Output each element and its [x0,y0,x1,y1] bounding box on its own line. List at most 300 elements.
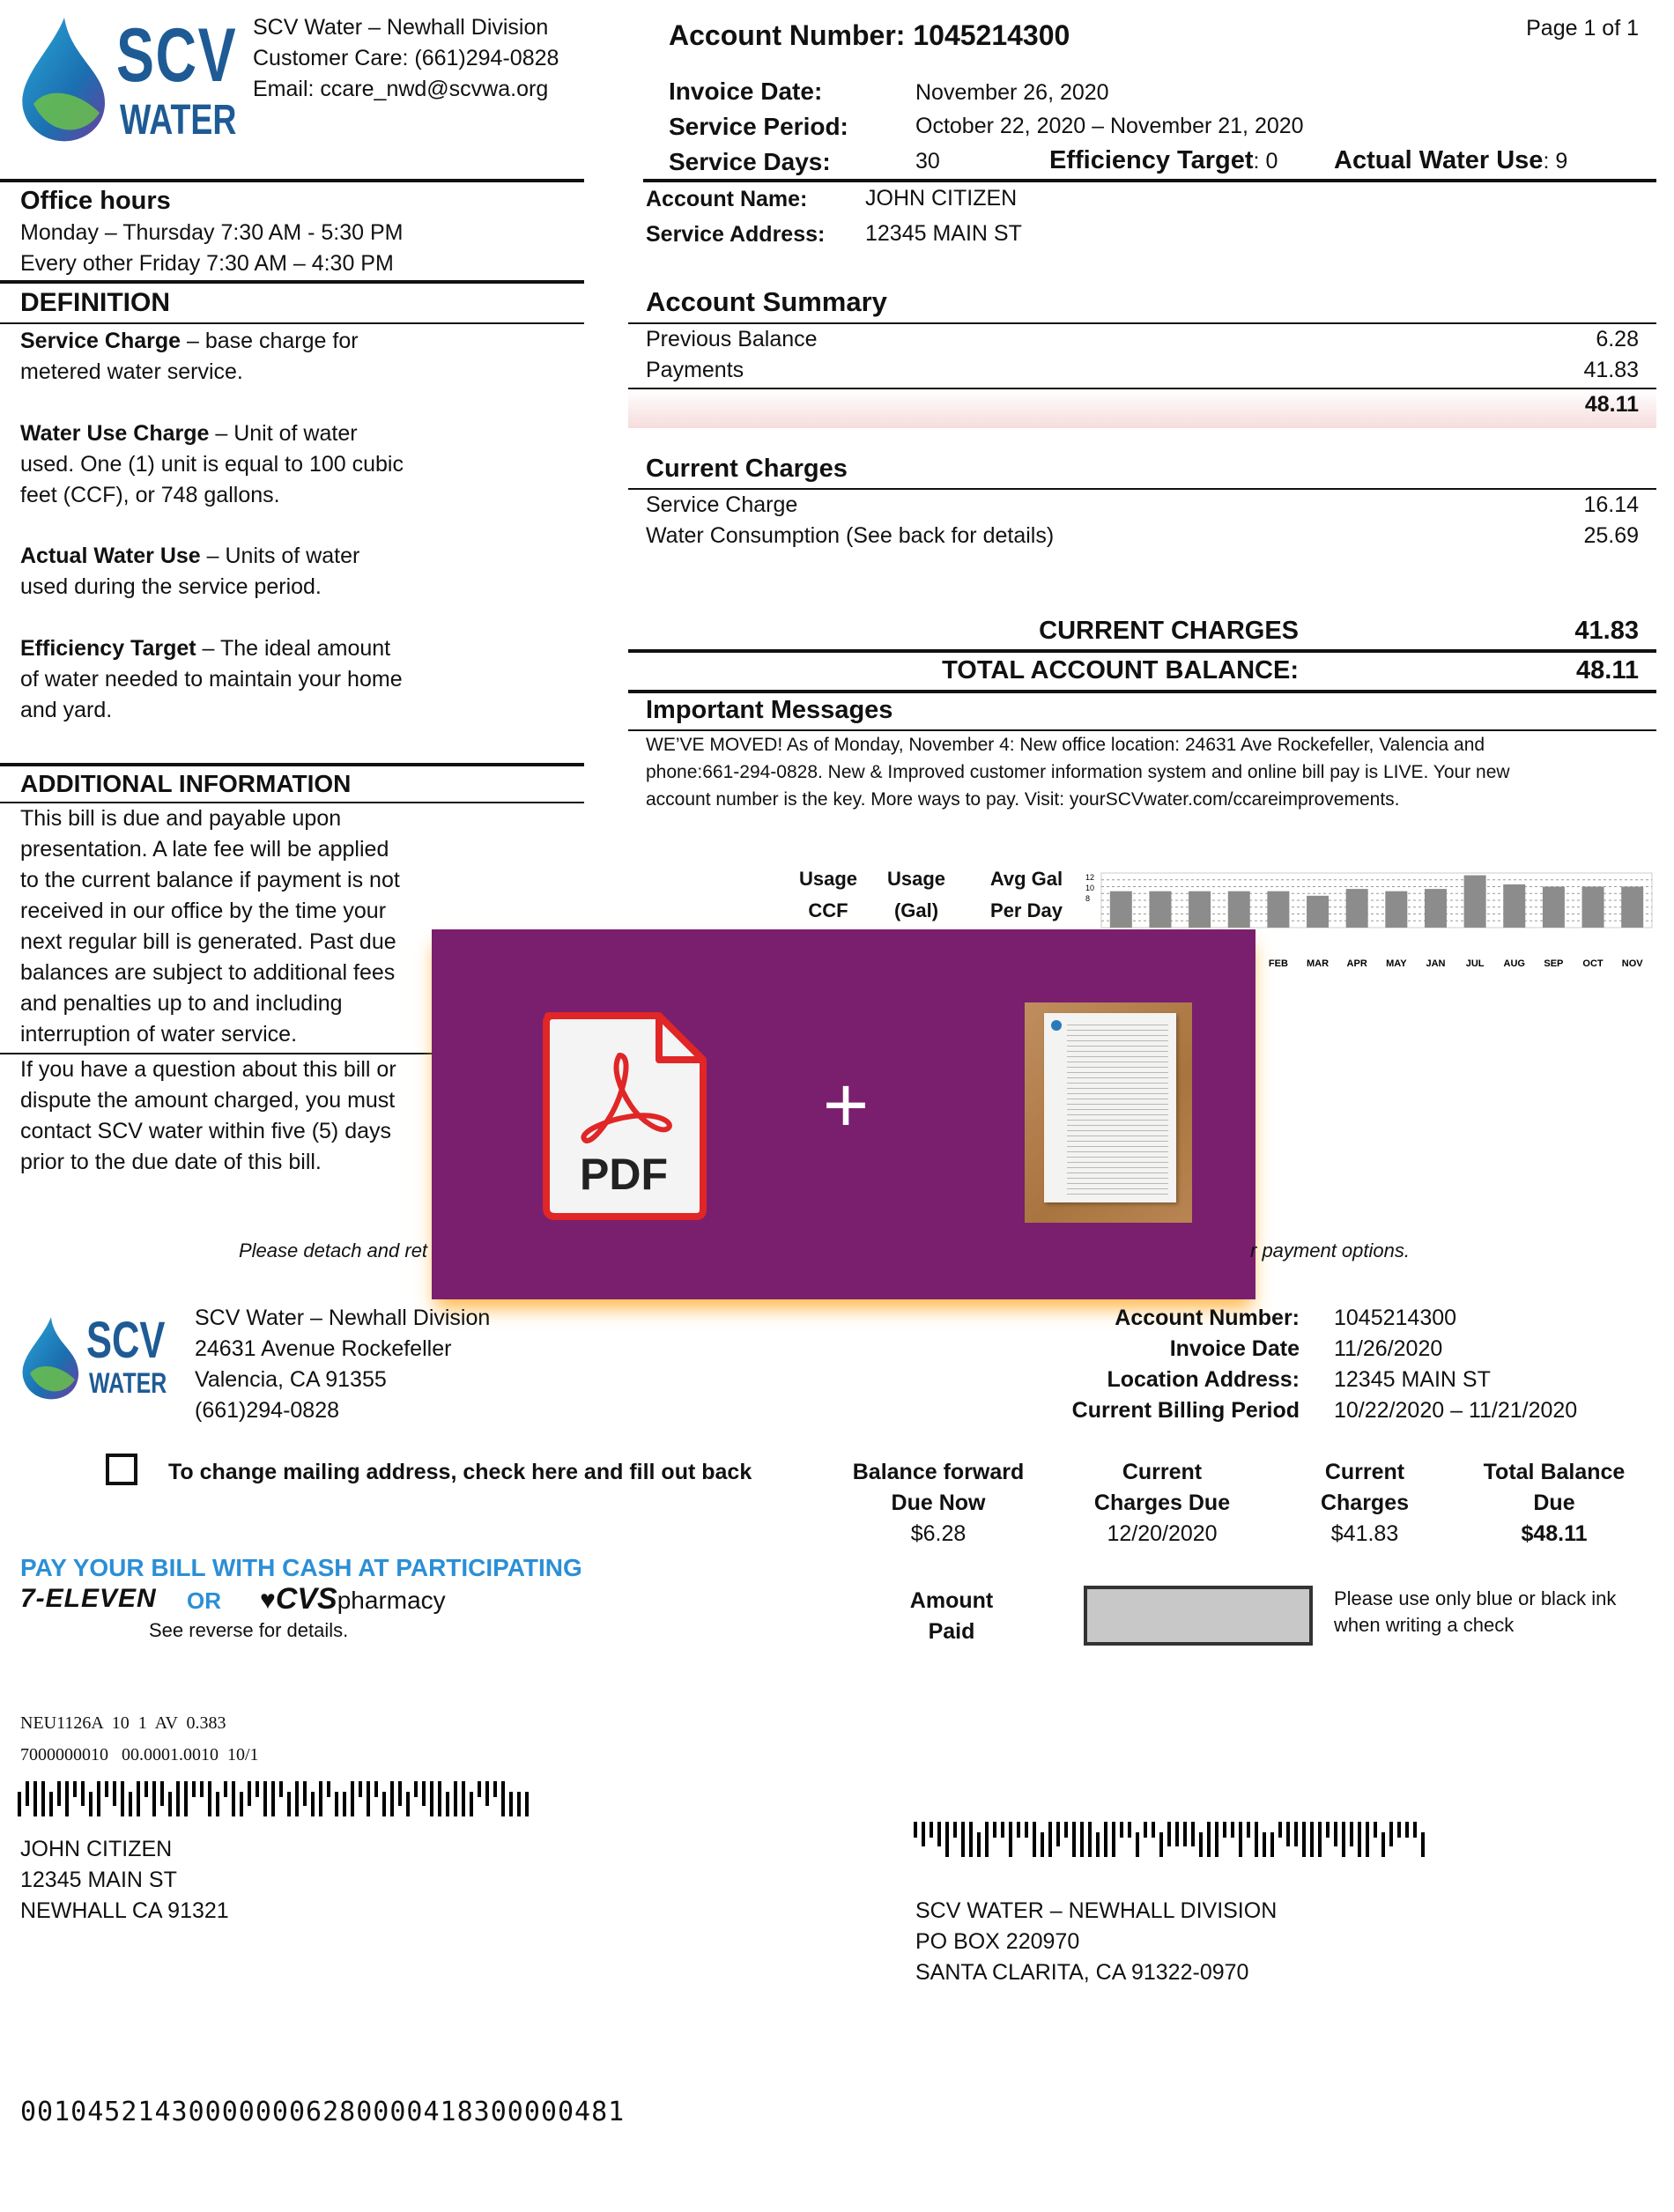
barcode-bar [493,1781,497,1797]
barcode-bar [1112,1822,1115,1857]
barcode-bar [390,1781,394,1816]
barcode-bar [1072,1822,1076,1857]
barcode-bar [1326,1822,1330,1838]
usage-header-line: Per Day [990,899,1063,921]
barcode-bar [414,1781,418,1797]
usage-bar [1425,889,1447,928]
current-charges-total-label: CURRENT CHARGES [1039,617,1299,645]
heart-icon: ♥ [260,1586,276,1615]
usage-bar [1149,891,1171,928]
usage-header-line: CCF [808,899,848,921]
amount-paid-field[interactable] [1084,1586,1313,1646]
drop-icon [1051,1020,1062,1031]
service-days-label: Service Days: [669,148,831,175]
logo-text-water: WATER [120,97,237,144]
def-line: used. One (1) unit is equal to 100 cubic [20,452,404,477]
term-def: – Units of water [200,544,360,568]
remit-address-line: PO BOX 220970 [915,1929,1080,1954]
barcode-bar [1136,1832,1139,1857]
service-days: 30 [915,149,940,174]
barcode-bar [969,1822,973,1857]
stub-account-number: 1045214300 [1334,1306,1457,1330]
barcode-bar [1056,1822,1060,1846]
pdf-to-image-overlay [432,929,1256,1299]
efficiency-target-value: : 0 [1253,149,1278,174]
barcode-bar [1310,1822,1314,1857]
barcode-bar [438,1781,441,1816]
barcode-bar [81,1781,85,1806]
additional-line: interruption of water service. [20,1022,298,1047]
stub-company-line: (661)294-0828 [195,1398,340,1423]
barcode-bar [1104,1822,1107,1857]
additional-line: received in our office by the time your [20,899,387,923]
usage-bar [1385,891,1407,928]
header-line: Balance forward [852,1460,1025,1484]
pdf-label: PDF [580,1150,668,1199]
barcode-bar [89,1792,93,1816]
total-balance-header [1457,1457,1651,1519]
company-name: SCV Water – Newhall Division [253,15,549,40]
barcode-bar [216,1792,219,1816]
additional-line: This bill is due and payable upon [20,806,342,831]
term: Efficiency Target [20,636,196,661]
barcode-bar [1350,1822,1353,1846]
cvs-text: CVS [275,1582,337,1616]
term-def: – Unit of water [209,421,358,446]
total-balance: 48.11 [1576,656,1639,684]
barcode-bar [1009,1822,1012,1857]
additional-line: presentation. A late fee will be applied [20,837,389,862]
divider [0,322,584,324]
usage-bar [1543,887,1565,928]
barcode-bar [33,1781,37,1816]
usage-ccf-header [780,863,877,927]
detach-text-left: Please detach and ret [239,1239,428,1261]
additional-line: balances are subject to additional fees [20,960,396,985]
current-due-header [1056,1457,1268,1519]
account-name-label: Account Name: [646,187,808,211]
def-efficiency [20,633,390,664]
barcode-bar [224,1781,227,1797]
stub-company-line: 24631 Avenue Rockefeller [195,1336,452,1361]
barcode-bar [953,1822,957,1838]
barcode-bar [1413,1822,1417,1838]
barcode-bar [914,1822,917,1838]
question-line: prior to the due date of this bill. [20,1150,322,1174]
usage-bar [1582,887,1604,928]
barcode-bar [1017,1822,1020,1838]
barcode-bar [65,1781,69,1816]
barcode-bar [922,1822,925,1846]
office-hours-line: Every other Friday 7:30 AM – 4:30 PM [20,251,394,276]
code-line: NEU1126A 10 1 AV 0.383 [20,1713,226,1733]
service-address: 12345 MAIN ST [865,221,1022,246]
header-line: Charges Due [1093,1491,1231,1515]
postal-barcode [18,1781,529,1816]
barcode-bar [184,1781,188,1816]
barcode-bar [1334,1822,1337,1846]
document-photo-thumbnail [1025,1002,1192,1223]
current-due-date: 12/20/2020 [1107,1521,1218,1546]
x-tick-label: AUG [1503,958,1525,969]
question-line: If you have a question about this bill or [20,1057,396,1082]
barcode-bar [1144,1822,1147,1838]
barcode-bar [1033,1822,1036,1857]
barcode-bar [287,1792,291,1816]
barcode-bar [1159,1832,1163,1857]
or-text: OR [187,1587,221,1614]
barcode-bar [1270,1832,1274,1857]
water-consumption: 25.69 [1583,523,1639,548]
efficiency-target [1049,146,1278,175]
barcode-bar [454,1781,457,1816]
summary-balance-row [628,389,1656,428]
actual-water-use-value: : 9 [1543,149,1568,174]
ink-note-line: Please use only blue or black ink [1334,1587,1617,1609]
barcode-bar [1199,1832,1203,1857]
customer-care-email: Email: ccare_nwd@scvwa.org [253,77,549,101]
barcode-bar [985,1822,989,1857]
barcode-bar [930,1822,933,1838]
stub-location: 12345 MAIN ST [1334,1367,1491,1392]
usage-bar [1503,884,1525,928]
ink-note [1334,1586,1616,1639]
usage-bar [1621,887,1643,928]
account-number-heading: Account Number: 1045214300 [669,19,1070,51]
barcode-bar [129,1792,132,1816]
header-line: Charges [1320,1491,1410,1515]
detach-text-right: r payment options. [1250,1239,1410,1261]
def-water-use [20,418,358,449]
stub-billing-period-label: Current Billing Period [1071,1398,1300,1423]
def-line: and yard. [20,698,113,722]
barcode-bar [263,1781,267,1816]
x-tick-label: MAR [1307,958,1330,969]
barcode-bar [1239,1822,1242,1857]
barcode-bar [144,1781,148,1797]
barcode-bar [113,1781,116,1806]
see-reverse: See reverse for details. [149,1619,349,1641]
def-line: metered water service. [20,359,243,384]
stub-logo-scv: SCV [86,1312,166,1369]
barcode-bar [232,1781,235,1816]
barcode-bar [430,1781,433,1816]
barcode-bar [248,1781,251,1806]
barcode-bar [49,1792,53,1816]
barcode-bar [937,1822,941,1846]
barcode-bar [977,1832,981,1857]
def-line: used during the service period. [20,574,322,599]
current-charges-total: 41.83 [1574,617,1639,645]
barcode-bar [993,1822,996,1838]
stub-company-line: Valencia, CA 91355 [195,1367,387,1392]
barcode-bar [398,1781,402,1806]
account-summary-title: Account Summary [646,286,887,317]
barcode-bar [295,1781,299,1816]
office-hours-line: Monday – Thursday 7:30 AM - 5:30 PM [20,220,404,245]
barcode-bar [359,1781,362,1797]
barcode-bar [271,1781,275,1816]
barcode-bar [1231,1822,1234,1838]
barcode-bar [1374,1822,1377,1838]
barcode-bar [105,1781,108,1797]
logo-text-scv: SCV [116,13,238,98]
usage-bar [1307,896,1329,928]
barcode-bar [446,1792,449,1816]
barcode-bar [1215,1822,1218,1857]
barcode-bar [279,1781,283,1797]
question-line: dispute the amount charged, you must [20,1088,396,1113]
service-charge-label: Service Charge [646,492,798,517]
barcode-bar [1223,1822,1226,1838]
mailing-address-checkbox[interactable] [106,1454,137,1485]
divider [0,280,584,284]
barcode-bar [256,1781,259,1797]
paper-lines [1067,1020,1168,1196]
term: Water Use Charge [20,421,210,446]
avg-gal-header [969,863,1084,927]
barcode-bar [1041,1832,1044,1857]
term: Service Charge [20,329,181,353]
additional-line: next regular bill is generated. Past due [20,929,396,954]
barcode-bar [374,1781,378,1797]
usage-bar [1346,889,1368,928]
header-divider-right [643,179,1656,182]
barcode-bar [1191,1822,1195,1846]
barcode-bar [1421,1832,1425,1857]
barcode-bar [1167,1822,1171,1846]
paper-sheet [1044,1013,1176,1202]
barcode-bar [26,1781,29,1806]
barcode-bar [478,1781,481,1797]
barcode-bar [168,1792,172,1816]
summary-balance: 48.11 [1584,392,1639,417]
stub-billing-period: 10/22/2020 – 11/21/2020 [1334,1398,1578,1423]
barcode-bar [1294,1822,1298,1846]
header-line: Total Balance [1483,1460,1626,1484]
barcode-bar [509,1792,513,1816]
definition-title: DEFINITION [20,288,170,317]
barcode-bar [1183,1822,1187,1846]
message-line: WE’VE MOVED! As of Monday, November 4: New office location: 24631 Ave Rockefeller, Valencia and [646,735,1485,755]
efficiency-target-label: Efficiency Target [1049,146,1254,174]
service-period-label: Service Period: [669,113,848,140]
remit-address-line: SANTA CLARITA, CA 91322-0970 [915,1960,1249,1985]
office-hours-title: Office hours [20,187,171,215]
barcode-bar [335,1792,338,1816]
def-actual-use [20,541,359,572]
current-charges-title: Current Charges [646,455,848,483]
barcode-bar [517,1792,521,1816]
barcode-bar [240,1792,243,1816]
stub-invoice-date: 11/26/2020 [1334,1336,1443,1361]
header-line: Paid [928,1619,975,1644]
service-period: October 22, 2020 – November 21, 2020 [915,114,1304,138]
barcode-bar [406,1792,410,1816]
invoice-date-label: Invoice Date: [669,78,823,105]
service-charge: 16.14 [1583,492,1639,517]
header-divider [0,179,584,182]
stub-total-balance: $48.11 [1521,1521,1588,1546]
invoice-date: November 26, 2020 [915,80,1109,105]
barcode-bar [121,1781,124,1816]
usage-bar [1267,891,1289,928]
barcode-bar [382,1792,386,1816]
usage-bar [1464,876,1486,928]
barcode-bar [422,1781,426,1806]
customer-address-line: NEWHALL CA 91321 [20,1898,229,1923]
barcode-bar [1088,1822,1092,1857]
barcode-bar [1302,1822,1306,1857]
barcode-bar [303,1781,307,1806]
header-line: Due [1533,1491,1575,1515]
x-tick-label: NOV [1621,958,1643,969]
additional-line: and penalties up to and including [20,991,343,1016]
barcode-bar [1389,1822,1393,1846]
barcode-bar [73,1781,77,1797]
previous-balance: 6.28 [1596,327,1639,351]
barcode-bar [367,1781,370,1816]
term: Actual Water Use [20,544,201,568]
barcode-bar [1128,1822,1131,1838]
usage-header-line: Avg Gal [989,868,1063,890]
x-tick-label: FEB [1268,958,1288,969]
usage-header-line: Usage [886,868,946,890]
scan-line: 001045214300000006280000418300000481 [20,2097,626,2127]
barcode-bar [1207,1822,1211,1857]
additional-info-title: ADDITIONAL INFORMATION [20,770,352,797]
header-line: Amount [909,1588,994,1613]
barcode-bar [351,1781,354,1816]
account-name: JOHN CITIZEN [865,186,1018,211]
message-line: phone:661-294-0828. New & Improved customer information system and online bill pay is LIVE. Your new [646,762,1510,782]
barcode-bar [18,1792,21,1816]
barcode-bar [1096,1832,1100,1857]
x-tick-label: JUL [1465,958,1485,969]
customer-address-line: 12345 MAIN ST [20,1868,177,1892]
x-tick-label: MAY [1386,958,1407,969]
code-line: 7000000010 00.0001.0010 10/1 [20,1745,259,1764]
barcode-bar [160,1781,164,1806]
term-def: – The ideal amount [196,636,391,661]
x-tick-label: JAN [1426,958,1446,969]
x-tick-label: OCT [1582,958,1604,969]
customer-care-phone: Customer Care: (661)294-0828 [253,46,559,70]
ink-note-line: when writing a check [1334,1614,1515,1636]
page-number: Page 1 of 1 [1526,16,1639,41]
def-line: of water needed to maintain your home [20,667,403,692]
barcode-bar [192,1781,196,1797]
balance-forward-header [833,1457,1044,1519]
barcode-bar [1175,1822,1179,1846]
current-charges-header [1277,1457,1453,1519]
def-line: feet (CCF), or 748 gallons. [20,483,280,507]
barcode-bar [961,1822,965,1857]
usage-bar [1228,891,1250,928]
mailing-address-label: To change mailing address, check here and fill out back [168,1460,752,1484]
usage-gal-header [868,863,965,927]
total-balance-label: TOTAL ACCOUNT BALANCE: [942,656,1299,684]
barcode-bar [1255,1822,1258,1857]
usage-bar [1189,891,1211,928]
x-tick-label: APR [1346,958,1367,969]
barcode-bar [945,1822,949,1857]
barcode-bar [1381,1832,1385,1857]
usage-bar [1110,891,1132,928]
question-line: contact SCV water within five (5) days [20,1119,391,1143]
y-tick-label: 8 [1085,894,1091,903]
barcode-bar [1278,1822,1282,1838]
y-tick-label: 12 [1085,873,1095,882]
header-line: Due Now [891,1491,986,1515]
stub-invoice-date-label: Invoice Date [1169,1336,1300,1361]
barcode-bar [1247,1822,1250,1838]
stub-current-charges: $41.83 [1330,1521,1399,1546]
def-service-charge [20,326,359,357]
barcode-bar [1286,1822,1290,1846]
remit-barcode [914,1822,1425,1857]
barcode-bar [41,1781,45,1816]
barcode-bar [57,1781,61,1806]
barcode-bar [176,1781,180,1816]
service-address-label: Service Address: [646,222,826,247]
barcode-bar [97,1781,100,1816]
seven-eleven-logo: 7-ELEVEN [20,1584,157,1613]
barcode-bar [327,1781,330,1797]
barcode-bar [137,1781,140,1816]
message-line: account number is the key. More ways to pay. Visit: yourSCVwater.com/ccareimprovements. [646,789,1400,810]
barcode-bar [319,1781,322,1816]
barcode-bar [1025,1822,1028,1838]
x-tick-label: SEP [1544,958,1564,969]
header-line: Current [1122,1460,1203,1484]
header-line: Current [1324,1460,1405,1484]
barcode-bar [1397,1822,1401,1838]
barcode-bar [311,1792,315,1816]
balance-forward: $6.28 [910,1521,967,1546]
barcode-bar [1152,1822,1155,1838]
barcode-bar [1001,1822,1004,1838]
barcode-bar [470,1792,473,1816]
customer-address-line: JOHN CITIZEN [20,1837,173,1861]
barcode-bar [152,1781,156,1816]
pay-cash-text: PAY YOUR BILL WITH CASH AT PARTICIPATING [20,1554,582,1581]
remit-address-line: SCV WATER – NEWHALL DIVISION [915,1898,1278,1923]
barcode-bar [525,1792,529,1816]
usage-header-line: Usage [798,868,858,890]
pdf-file-icon [536,1007,712,1223]
barcode-bar [343,1792,346,1816]
barcode-bar [501,1781,505,1816]
messages-title: Important Messages [646,696,893,724]
stub-location-label: Location Address: [1107,1367,1300,1392]
barcode-bar [1366,1822,1369,1857]
cvs-logo [260,1582,446,1617]
barcode-bar [200,1781,204,1797]
actual-water-use-label: Actual Water Use [1334,146,1544,174]
barcode-bar [1342,1822,1345,1857]
barcode-bar [462,1781,465,1816]
amount-paid-label [863,1586,1040,1647]
additional-line: to the current balance if payment is not [20,868,400,892]
barcode-bar [1263,1832,1266,1857]
water-consumption-label: Water Consumption (See back for details) [646,523,1055,548]
barcode-bar [485,1781,489,1806]
stub-account-number-label: Account Number: [1115,1306,1300,1330]
payments-label: Payments [646,358,744,382]
actual-water-use [1334,146,1567,175]
barcode-bar [1318,1822,1322,1857]
